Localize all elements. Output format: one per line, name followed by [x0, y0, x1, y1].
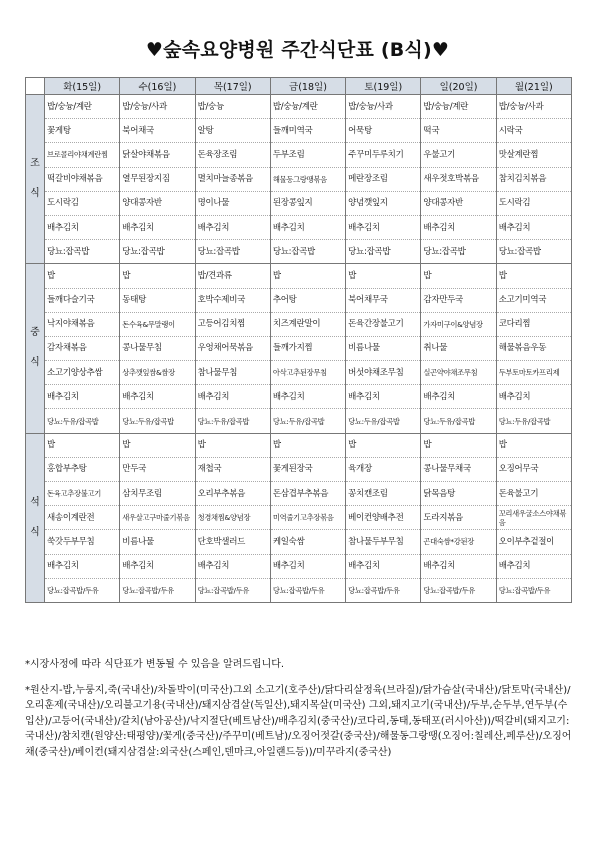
menu-item: 오이부추겉절이	[497, 530, 571, 554]
menu-item: 육개장	[346, 458, 420, 482]
menu-item: 당뇨:잡곡밥	[348, 246, 391, 257]
menu-item: 배추김치	[421, 385, 495, 409]
menu-item: 브로콜리야채계란찜	[45, 143, 119, 167]
menu-item: 콩나물무침	[120, 337, 194, 361]
menu-item: 비름나물	[346, 337, 420, 361]
menu-cell	[195, 433, 270, 602]
menu-cell	[421, 264, 496, 433]
menu-cell	[195, 95, 270, 264]
menu-item: 당뇨:두유/잡곡밥	[348, 416, 400, 426]
menu-item: 아삭고추된장무침	[271, 361, 345, 385]
menu-cell	[270, 264, 345, 433]
menu-item: 밥	[196, 434, 270, 458]
lunch-label	[26, 264, 45, 433]
menu-item: 밥/숭늉/사과	[346, 95, 420, 119]
menu-item: 배추김치	[45, 555, 119, 579]
menu-item: 소고기양상추쌈	[45, 361, 119, 385]
weekly-menu-table	[25, 77, 572, 603]
menu-item: 당뇨:두유/잡곡밥	[122, 416, 174, 426]
menu-item: 배추김치	[346, 555, 420, 579]
menu-cell	[346, 264, 421, 433]
menu-item: 밥/숭늉/사과	[497, 95, 571, 119]
menu-item: 당뇨:두유/잡곡밥	[423, 416, 475, 426]
meal-label-char: 석	[30, 496, 40, 508]
menu-item: 해물볶음우동	[497, 337, 571, 361]
menu-item: 참나물두부무침	[346, 530, 420, 554]
notes	[25, 657, 573, 761]
menu-item: 우불고기	[421, 143, 495, 167]
menu-item: 명이나물	[196, 192, 270, 216]
day-header: 토(19일)	[346, 78, 421, 95]
day-header: 화(15일)	[45, 78, 120, 95]
menu-item: 밥	[120, 264, 194, 288]
menu-cell	[195, 264, 270, 433]
menu-item: 꽃게탕	[45, 119, 119, 143]
menu-item: 소고기미역국	[497, 289, 571, 313]
menu-item: 밥	[421, 434, 495, 458]
menu-item: 배추김치	[196, 555, 270, 579]
menu-item: 배추김치	[196, 385, 270, 409]
menu-item: 양대콩자반	[421, 192, 495, 216]
header-corner	[26, 78, 45, 95]
menu-item: 열무된장지짐	[120, 168, 194, 192]
menu-item: 당뇨:두유/잡곡밥	[498, 416, 551, 426]
menu-item: 배추김치	[497, 385, 571, 409]
notice-text: *시장사정에 따라 식단표가 변동될 수 있음을 알려드립니다.	[25, 659, 285, 670]
menu-item: 청경채찜&양념장	[196, 506, 270, 530]
menu-item: 당뇨:두유/잡곡밥	[272, 416, 325, 426]
breakfast-label	[26, 95, 45, 264]
dinner-label	[26, 433, 45, 602]
menu-item: 닭목음탕	[421, 482, 495, 506]
menu-item: 떡국	[421, 119, 495, 143]
menu-item: 알탕	[196, 119, 270, 143]
menu-item: 밥/숭늉/계란	[271, 95, 345, 119]
menu-item: 새송이계란전	[45, 506, 119, 530]
menu-item: 가자미구이&양념장	[421, 313, 495, 337]
menu-item: 당뇨:잡곡밥/두유	[197, 585, 250, 595]
menu-item: 당뇨:두유/잡곡밥	[197, 416, 250, 426]
menu-cell	[120, 264, 195, 433]
menu-item: 들깨다슬기국	[45, 289, 119, 313]
menu-item: 단호박샐러드	[196, 530, 270, 554]
menu-cell	[346, 95, 421, 264]
menu-item: 당뇨:잡곡밥/두유	[423, 585, 475, 595]
menu-item: 동태탕	[120, 289, 194, 313]
menu-item: 돈육고추장불고기	[45, 482, 119, 506]
menu-item: 배추김치	[196, 216, 270, 240]
menu-item: 밥	[45, 434, 119, 458]
menu-item: 밥	[346, 264, 420, 288]
breakfast-row	[26, 95, 572, 264]
menu-item: 북어채무국	[346, 289, 420, 313]
menu-item: 닭살야채볶음	[120, 143, 194, 167]
menu-item: 돈육불고기	[497, 482, 571, 506]
menu-item: 당뇨:잡곡밥/두유	[122, 585, 174, 595]
menu-item: 당뇨:잡곡밥/두유	[498, 585, 551, 595]
menu-item: 꼬리새우굴소스야채볶음	[497, 506, 571, 530]
menu-cell	[120, 433, 195, 602]
menu-item: 버섯야채조무침	[346, 361, 420, 385]
menu-item: 당뇨:잡곡밥	[272, 246, 315, 257]
menu-item: 돈삼겹부추볶음	[271, 482, 345, 506]
menu-item: 밥/숭늉	[196, 95, 270, 119]
menu-item: 배추김치	[120, 216, 194, 240]
day-header: 금(18일)	[270, 78, 345, 95]
menu-item: 당뇨:잡곡밥	[498, 246, 541, 257]
menu-item: 취나물	[421, 337, 495, 361]
menu-item: 배추김치	[421, 216, 495, 240]
menu-item: 떡갈비야채볶음	[45, 168, 119, 192]
menu-item: 상추깻잎쌈&쌈장	[120, 361, 194, 385]
menu-cell	[45, 433, 120, 602]
day-header: 목(17일)	[195, 78, 270, 95]
menu-item: 홍합부추탕	[45, 458, 119, 482]
menu-item: 고등어김치찜	[196, 313, 270, 337]
menu-item: 베이컨양배추전	[346, 506, 420, 530]
lunch-row	[26, 264, 572, 433]
menu-item: 배추김치	[346, 385, 420, 409]
menu-item: 배추김치	[120, 555, 194, 579]
menu-item: 참치김치볶음	[497, 168, 571, 192]
menu-cell	[421, 433, 496, 602]
menu-item: 실곤약야채조무침	[421, 361, 495, 385]
menu-item: 밥	[346, 434, 420, 458]
menu-item: 배추김치	[271, 555, 345, 579]
menu-item: 밥	[271, 434, 345, 458]
menu-item: 치즈계란말이	[271, 313, 345, 337]
meal-label-char: 중	[30, 327, 40, 339]
menu-item: 도시락김	[497, 192, 571, 216]
menu-item: 케일숙쌈	[271, 530, 345, 554]
menu-item: 두부토마토카프리제	[497, 361, 571, 385]
menu-item: 당뇨:잡곡밥	[197, 246, 240, 257]
menu-item: 해물동그랑땡볶음	[271, 168, 345, 192]
menu-item: 코다리찜	[497, 313, 571, 337]
menu-item: 콩나물무채국	[421, 458, 495, 482]
menu-item: 추어탕	[271, 289, 345, 313]
menu-item: 꽃게된장국	[271, 458, 345, 482]
day-header: 월(21일)	[496, 78, 571, 95]
menu-item: 된장콩잎지	[271, 192, 345, 216]
menu-item: 미역줄기고추장볶음	[271, 506, 345, 530]
menu-item: 밥/견과류	[196, 264, 270, 288]
menu-item: 꽁치캔조림	[346, 482, 420, 506]
day-header-row	[26, 78, 572, 95]
menu-cell	[496, 433, 571, 602]
menu-item: 당뇨:잡곡밥	[47, 246, 90, 257]
menu-item: 시락국	[497, 119, 571, 143]
menu-item: 참나물무침	[196, 361, 270, 385]
meal-label-char: 조	[30, 158, 40, 170]
menu-cell	[45, 95, 120, 264]
menu-item: 돈육장조림	[196, 143, 270, 167]
menu-item: 밥	[271, 264, 345, 288]
menu-cell	[346, 433, 421, 602]
menu-item: 어묵탕	[346, 119, 420, 143]
menu-item: 오징어무국	[497, 458, 571, 482]
menu-item: 주꾸미두루치기	[346, 143, 420, 167]
dinner-row	[26, 433, 572, 602]
menu-item: 감자채볶음	[45, 337, 119, 361]
menu-item: 밥/숭늉/사과	[120, 95, 194, 119]
menu-item: 밥/숭늉/계란	[421, 95, 495, 119]
menu-item: 배추김치	[45, 385, 119, 409]
menu-item: 양념깻잎지	[346, 192, 420, 216]
menu-item: 오리부추볶음	[196, 482, 270, 506]
day-header: 일(20일)	[421, 78, 496, 95]
menu-cell	[120, 95, 195, 264]
menu-cell	[270, 95, 345, 264]
page-title: ♥숲속요양병원 주간식단표 (B식)♥	[145, 39, 450, 61]
menu-item: 곤대숙쌈*강된장	[421, 530, 495, 554]
menu-item: 배추김치	[346, 216, 420, 240]
menu-item: 삼치무조림	[120, 482, 194, 506]
menu-item: 도라지볶음	[421, 506, 495, 530]
menu-item: 밥	[497, 264, 571, 288]
menu-item: 돈육간장불고기	[346, 313, 420, 337]
menu-item: 호박수제비국	[196, 289, 270, 313]
menu-item: 들깨미역국	[271, 119, 345, 143]
menu-item: 메란장조림	[346, 168, 420, 192]
menu-item: 들깨가지찜	[271, 337, 345, 361]
menu-item: 배추김치	[45, 216, 119, 240]
menu-item: 배추김치	[271, 385, 345, 409]
menu-item: 밥	[421, 264, 495, 288]
origin-text: *원산지-밥,누룽지,죽(국내산)/차돌박이(미국산)그외 소고기(호주산)/닭다리살정육(브라질)/닭가슴살(국내산)/닭토막(국내산)/오리훈제(국내산)/오리불고기용(국내산)/돼지삼겹살(독일산),돼지목살(미국산) 그외,돼지고기(국내산)/두부,순두부,연두부(수입산)/고등어(국내산)/갈치(남아공산)/낙지절단(베트남산)/배추김치(중국산)/코다리,동태,동태포(러시아산))/떡갈비(돼지고기:국내산)/참치캔(원양산:태평양)/꽃게(중국산)/주꾸미(베트남)/오징어젓갈(중국산)/해물동그랑땡(오징어:칠레산,페루산)/오징어채(중국산)/베이컨(돼지삼겹살:외국산(스페인,덴마크,아일랜드등))/미꾸라지(중국산)	[25, 684, 572, 758]
menu-item: 맛살계란찜	[497, 143, 571, 167]
menu-item: 새우살고구마줄기볶음	[120, 506, 194, 530]
meal-label-char: 식	[30, 357, 40, 369]
menu-item: 북어채국	[120, 119, 194, 143]
menu-cell	[496, 264, 571, 433]
menu-item: 당뇨:두유/잡곡밥	[47, 416, 99, 426]
menu-item: 새우젓호박볶음	[421, 168, 495, 192]
menu-item: 밥	[45, 264, 119, 288]
menu-item: 돈수육&무말랭이	[120, 313, 194, 337]
menu-item: 당뇨:잡곡밥/두유	[272, 585, 325, 595]
meal-label-char: 식	[30, 188, 40, 200]
menu-item: 배추김치	[497, 216, 571, 240]
menu-item: 양대콩자반	[120, 192, 194, 216]
menu-item: 밥	[120, 434, 194, 458]
menu-item: 당뇨:잡곡밥	[122, 246, 165, 257]
menu-item: 낙지야채볶음	[45, 313, 119, 337]
menu-item: 재첩국	[196, 458, 270, 482]
menu-item: 감자만두국	[421, 289, 495, 313]
menu-item: 멸치마늘종볶음	[196, 168, 270, 192]
menu-item: 배추김치	[120, 385, 194, 409]
menu-item: 밥	[497, 434, 571, 458]
menu-item: 만두국	[120, 458, 194, 482]
menu-item: 배추김치	[271, 216, 345, 240]
menu-item: 당뇨:잡곡밥/두유	[348, 585, 400, 595]
menu-item: 배추김치	[497, 555, 571, 579]
menu-cell	[421, 95, 496, 264]
menu-item: 도시락김	[45, 192, 119, 216]
menu-item: 배추김치	[421, 555, 495, 579]
menu-cell	[45, 264, 120, 433]
menu-item: 밥/숭늉/계란	[45, 95, 119, 119]
menu-item: 비름나물	[120, 530, 194, 554]
menu-item: 쑥갓두부무침	[45, 530, 119, 554]
menu-item: 당뇨:잡곡밥	[423, 246, 466, 257]
menu-item: 당뇨:잡곡밥/두유	[47, 585, 99, 595]
menu-item: 우엉채어묵볶음	[196, 337, 270, 361]
day-header: 수(16일)	[120, 78, 195, 95]
menu-item: 두부조림	[271, 143, 345, 167]
meal-label-char: 식	[30, 526, 40, 538]
menu-cell	[496, 95, 571, 264]
menu-cell	[270, 433, 345, 602]
